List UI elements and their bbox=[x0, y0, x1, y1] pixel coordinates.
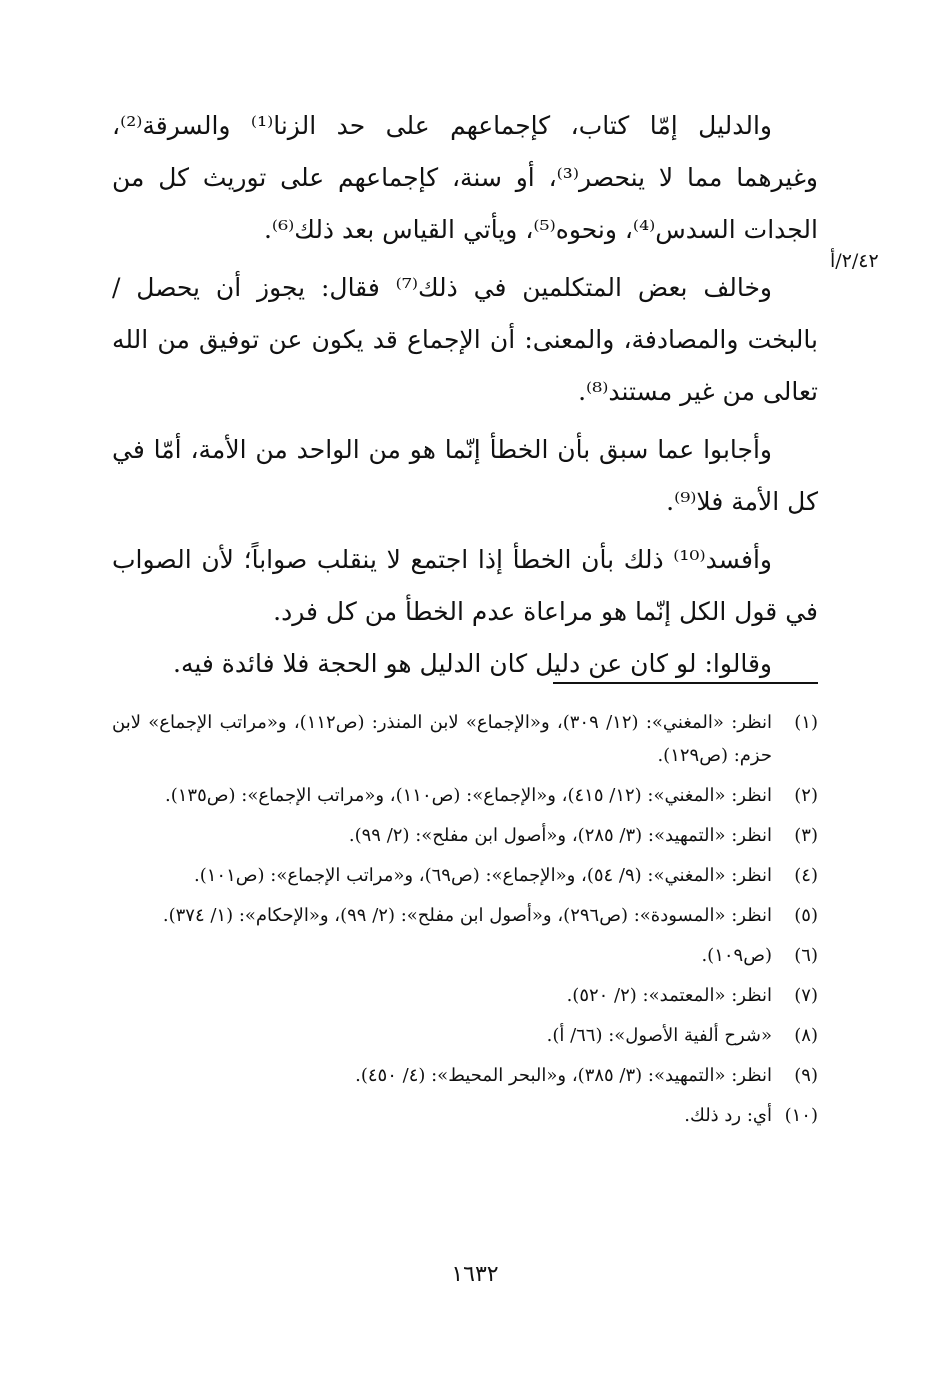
footnote-text: انظر: «التمهيد»: (٣/ ٢٨٥)، و«أصول ابن مفلح»: (٢/ ٩٩). bbox=[348, 825, 772, 846]
footnote-number: (٩) bbox=[794, 1065, 818, 1086]
main-text-block bbox=[112, 100, 818, 690]
footnote-text: «شرح ألفية الأصول»: (٦٦/ أ). bbox=[546, 1025, 772, 1046]
footnote-item bbox=[112, 1019, 818, 1052]
footnote-text: انظر: «المغني»: (١٢/ ٣٠٩)، و«الإجماع» لابن المنذر: (ص١١٢)، و«مراتب الإجماع» لابن حزم: (ص١٢٩). bbox=[112, 712, 772, 766]
footnote-item bbox=[112, 899, 818, 932]
page-number: ١٦٣٢ bbox=[451, 1262, 499, 1287]
footnote-number: (١) bbox=[794, 712, 818, 733]
footnote-item bbox=[112, 979, 818, 1012]
paragraph-1 bbox=[112, 100, 818, 256]
footnote-number: (١٠) bbox=[784, 1105, 818, 1126]
footnote-text: انظر: «المغني»: (٩/ ٥٤)، و«الإجماع»: (ص٦٩)، و«مراتب الإجماع»: (ص١٠١). bbox=[194, 865, 772, 886]
footnote-item bbox=[112, 859, 818, 892]
footnote-text: أي: رد ذلك. bbox=[684, 1105, 772, 1126]
footnote-text: (ص١٠٩). bbox=[701, 945, 772, 966]
footnotes-block bbox=[112, 706, 818, 1139]
footnote-number: (٤) bbox=[794, 865, 818, 886]
paragraph-5-text: وقالوا: لو كان عن دليل كان الدليل هو الحجة فلا فائدة فيه. bbox=[173, 649, 772, 678]
paragraph-3 bbox=[112, 424, 818, 528]
paragraph-4-text: وأفسد⁽¹⁰⁾ ذلك بأن الخطأ إذا اجتمع لا ينقلب صواباً؛ لأن الصواب في قول الكل إنّما هو مراعاة عدم الخطأ من كل فرد. bbox=[112, 545, 818, 626]
footnote-item bbox=[112, 939, 818, 972]
manuscript-folio-marker: ٢/٤٢/أ bbox=[830, 250, 879, 272]
footnote-number: (٦) bbox=[794, 945, 818, 966]
paragraph-2 bbox=[112, 262, 818, 418]
footnote-number: (٥) bbox=[794, 905, 818, 926]
footnote-text: انظر: «المسودة»: (ص٢٩٦)، و«أصول ابن مفلح»: (٢/ ٩٩)، و«الإحكام»: (١/ ٣٧٤). bbox=[162, 905, 772, 926]
paragraph-2-text: وخالف بعض المتكلمين في ذلك⁽⁷⁾ فقال: يجوز أن يحصل / بالبخت والمصادفة، والمعنى: أن الإجماع قد يكون عن توفيق من الله تعالى من غير مستند⁽⁸⁾. bbox=[112, 273, 818, 406]
footnote-item bbox=[112, 1059, 818, 1092]
footnote-separator bbox=[553, 682, 818, 684]
footnote-item bbox=[112, 819, 818, 852]
footnote-text: انظر: «المعتمد»: (٢/ ٥٢٠). bbox=[566, 985, 772, 1006]
footnote-number: (٧) bbox=[794, 985, 818, 1006]
footnote-item bbox=[112, 706, 818, 772]
footnote-item bbox=[112, 779, 818, 812]
paragraph-1-text: والدليل إمّا كتاب، كإجماعهم على حد الزنا⁽¹⁾ والسرقة⁽²⁾، وغيرهما مما لا ينحصر⁽³⁾، أو سنة، كإجماعهم على توريث كل من الجدات السدس⁽⁴⁾، ونحوه⁽⁵⁾، ويأتي القياس بعد ذلك⁽⁶⁾. bbox=[112, 111, 818, 244]
footnote-text: انظر: «التمهيد»: (٣/ ٣٨٥)، و«البحر المحيط»: (٤/ ٤٥٠). bbox=[355, 1065, 772, 1086]
footnote-text: انظر: «المغني»: (١٢/ ٤١٥)، و«الإجماع»: (ص١١٠)، و«مراتب الإجماع»: (ص١٣٥). bbox=[164, 785, 772, 806]
paragraph-4 bbox=[112, 534, 818, 638]
footnote-item bbox=[112, 1099, 818, 1132]
paragraph-3-text: وأجابوا عما سبق بأن الخطأ إنّما هو من الواحد من الأمة، أمّا في كل الأمة فلا⁽⁹⁾. bbox=[112, 435, 818, 516]
footnote-number: (٨) bbox=[794, 1025, 818, 1046]
footnote-number: (٢) bbox=[794, 785, 818, 806]
footnote-number: (٣) bbox=[794, 825, 818, 846]
